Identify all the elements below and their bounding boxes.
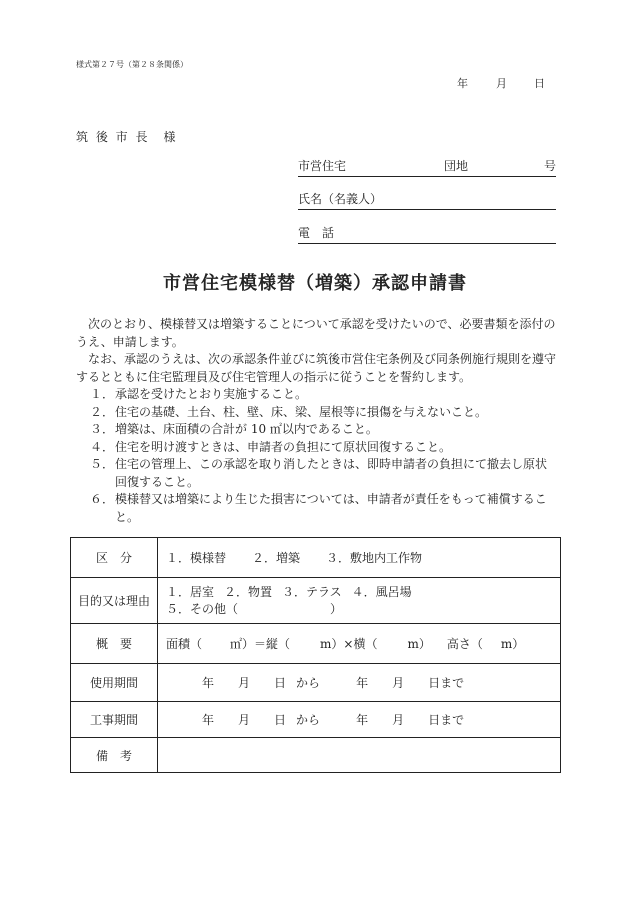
work-end-month: 月 bbox=[392, 713, 405, 727]
intro-paragraph-2: なお、承認のうえは、次の承認条件並びに筑後市営住宅条例及び同条例施行規則を遵守するとともに住宅監理員及び住宅管理人の指示に従うことを誓約します。 bbox=[76, 352, 557, 384]
housing-label: 市営住宅 bbox=[298, 159, 347, 173]
work-period-label: 工事期間 bbox=[71, 702, 158, 738]
purpose-row bbox=[71, 578, 561, 624]
purpose-option-4[interactable]: ４．風呂場 bbox=[351, 584, 412, 599]
use-until: 日まで bbox=[428, 676, 465, 690]
condition-text: 模様替又は増築により生じた損害については、申請者が責任をもって補償すること。 bbox=[115, 492, 547, 524]
width-unit: m） bbox=[407, 637, 431, 651]
height-label: 高さ（ bbox=[446, 637, 483, 651]
area-label: 面積（ bbox=[166, 637, 203, 651]
use-start-day: 日 bbox=[274, 676, 287, 690]
work-start-year: 年 bbox=[202, 713, 215, 727]
date-year: 年 bbox=[457, 77, 468, 90]
purpose-other-close: ） bbox=[330, 601, 343, 616]
overview-value[interactable] bbox=[158, 624, 561, 664]
condition-item bbox=[76, 404, 558, 422]
work-until: 日まで bbox=[428, 713, 465, 727]
category-label: 区 分 bbox=[71, 538, 158, 578]
phone-label: 電 話 bbox=[298, 226, 335, 240]
condition-text: 承認を受けたとおり実施すること。 bbox=[115, 387, 308, 401]
category-row bbox=[71, 538, 561, 578]
work-period-row bbox=[71, 702, 561, 738]
remarks-value[interactable] bbox=[158, 738, 561, 773]
use-start-month: 月 bbox=[238, 676, 251, 690]
remarks-row bbox=[71, 738, 561, 773]
condition-number: ５． bbox=[90, 457, 115, 471]
phone-field[interactable] bbox=[298, 225, 556, 244]
use-start-year: 年 bbox=[202, 676, 215, 690]
purpose-option-1[interactable]: １．居室 bbox=[166, 584, 215, 599]
purpose-option-2[interactable]: ２．物置 bbox=[224, 584, 273, 599]
condition-item bbox=[76, 439, 558, 457]
condition-item bbox=[76, 456, 558, 491]
overview-label: 概 要 bbox=[71, 624, 158, 664]
condition-text: 増築は、床面積の合計が 10 ㎡以内であること。 bbox=[115, 422, 378, 436]
overview-row bbox=[71, 624, 561, 664]
housing-field[interactable] bbox=[298, 158, 556, 177]
use-end-year: 年 bbox=[356, 676, 369, 690]
length-label: ㎡）＝縦（ bbox=[230, 637, 291, 651]
use-period-row bbox=[71, 664, 561, 702]
purpose-option-3[interactable]: ３．テラス bbox=[282, 584, 342, 599]
condition-number: ２． bbox=[90, 404, 115, 419]
name-label: 氏名（名義人） bbox=[298, 192, 383, 206]
intro-body bbox=[76, 316, 558, 526]
condition-item bbox=[76, 421, 558, 439]
addressee: 筑 後 市 長 様 bbox=[76, 130, 178, 144]
work-end-year: 年 bbox=[356, 713, 369, 727]
purpose-value[interactable] bbox=[158, 578, 561, 624]
date-day: 日 bbox=[534, 77, 545, 90]
condition-number: ６． bbox=[90, 492, 115, 506]
work-start-month: 月 bbox=[238, 713, 251, 727]
purpose-label: 目的又は理由 bbox=[71, 578, 158, 624]
intro-paragraph-1: 次のとおり、模様替又は増築することについて承認を受けたいので、必要書類を添付のうえ、申請します。 bbox=[76, 317, 556, 349]
condition-item bbox=[76, 386, 558, 404]
category-option-1[interactable]: １．模様替 bbox=[166, 551, 227, 565]
go-label: 号 bbox=[543, 159, 556, 173]
date-month: 月 bbox=[496, 77, 507, 90]
use-end-month: 月 bbox=[392, 676, 405, 690]
use-period-label: 使用期間 bbox=[71, 664, 158, 702]
category-value[interactable] bbox=[158, 538, 561, 578]
height-unit: m） bbox=[500, 637, 525, 651]
category-option-2[interactable]: ２．増築 bbox=[252, 551, 301, 565]
condition-text: 住宅の基礎、土台、柱、壁、床、梁、屋根等に損傷を与えないこと。 bbox=[115, 404, 488, 419]
condition-number: ３． bbox=[90, 422, 115, 436]
condition-number: ４． bbox=[90, 439, 115, 454]
name-field[interactable] bbox=[298, 191, 556, 210]
use-from: から bbox=[296, 676, 321, 690]
condition-text: 住宅を明け渡すときは、申請者の負担にて原状回復すること。 bbox=[115, 439, 452, 454]
application-table bbox=[70, 537, 561, 773]
work-period-value[interactable] bbox=[158, 702, 561, 738]
condition-number: １． bbox=[90, 387, 115, 401]
danchi-label: 団地 bbox=[444, 159, 469, 173]
remarks-label: 備 考 bbox=[71, 738, 158, 773]
condition-item bbox=[76, 491, 558, 526]
use-period-value[interactable] bbox=[158, 664, 561, 702]
document-title: 市営住宅模様替（増築）承認申請書 bbox=[163, 273, 467, 294]
work-from: から bbox=[296, 713, 321, 727]
form-number: 様式第２７号（第２８条関係） bbox=[76, 60, 188, 69]
condition-text: 住宅の管理上、この承認を取り消したときは、即時申請者の負担にて撤去し原状回復すること。 bbox=[115, 457, 548, 489]
work-start-day: 日 bbox=[274, 713, 287, 727]
purpose-other-open[interactable]: ５．その他（ bbox=[166, 601, 239, 616]
category-option-3[interactable]: ３．敷地内工作物 bbox=[326, 551, 423, 565]
width-label: m）×横（ bbox=[320, 637, 378, 651]
